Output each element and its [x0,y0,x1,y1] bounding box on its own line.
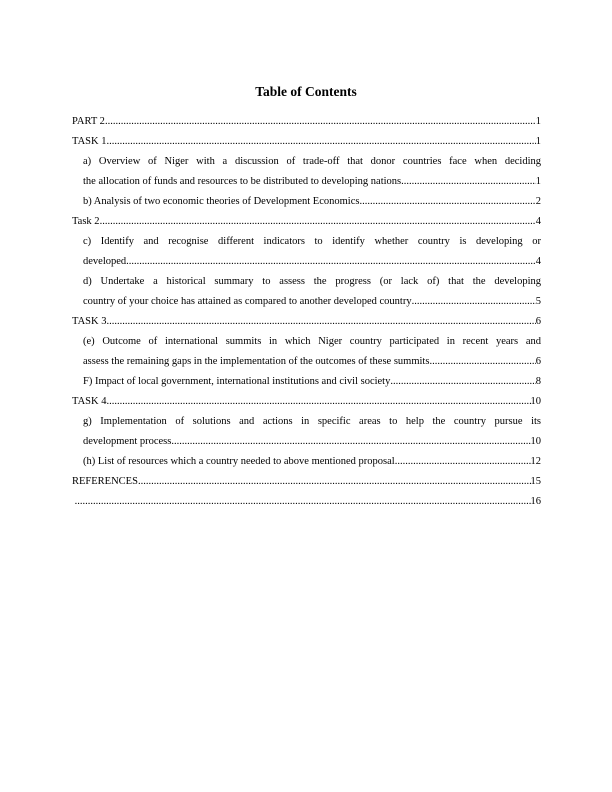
toc-page-number: 15 [530,476,541,487]
toc-dot-leader [359,192,535,212]
toc-page-number: 12 [530,456,541,467]
toc-dot-leader [390,372,535,392]
toc-page-number: 8 [535,376,541,387]
toc-entry-part-2[interactable] [72,112,541,132]
toc-dot-leader [171,432,530,452]
toc-dot-leader [106,132,535,152]
table-of-contents [72,112,541,512]
toc-entry-label-line-2: developed [83,256,127,267]
page-title: Table of Contents [255,84,357,99]
toc-dot-leader [401,172,536,192]
toc-entry-label-line-1: d) Undertake a historical summary to assess the progress (or lack of) that the developing [83,276,541,287]
toc-page-number: 1 [535,136,541,147]
toc-entry-label-line-1: (e) Outcome of international summits in which Niger country participated in recent years and [83,336,541,347]
toc-dot-leader [106,392,530,412]
toc-entry-task-1[interactable] [72,132,541,152]
toc-dot-leader [100,212,536,232]
toc-entry-blank[interactable] [72,492,541,512]
toc-entry-task-4[interactable] [72,392,541,412]
toc-entry-label: F) Impact of local government, international institutions and civil society [83,376,391,387]
toc-page-number: 2 [535,196,541,207]
toc-entry-label: TASK 4 [72,396,107,407]
toc-entry-label-line-2: development process [83,436,172,447]
toc-entry-label: b) Analysis of two economic theories of Development Economics [83,196,360,207]
toc-dot-leader [106,312,535,332]
toc-dot-leader [397,452,530,472]
toc-entry-task-2d[interactable] [72,272,541,312]
toc-page-number: 4 [535,256,541,267]
toc-entry-task-4h[interactable] [72,452,541,472]
toc-entry-label-line-2: the allocation of funds and resources to be distributed to developing nations [83,176,402,187]
toc-entry-label: REFERENCES [72,476,138,487]
toc-entry-task-2[interactable] [72,212,541,232]
toc-entry-label-line-1: a) Overview of Niger with a discussion of trade-off that donor countries face when deciding [83,156,541,167]
toc-entry-label: PART 2 [72,116,105,127]
toc-entry-label-line-1: c) Identify and recognise different indicators to identify whether country is developing or [83,236,541,247]
toc-entry-label-line-2: country of your choice has attained as compared to another developed country [83,296,412,307]
toc-entry-references[interactable] [72,472,541,492]
toc-entry-task-2c[interactable] [72,232,541,272]
toc-entry-task-1b[interactable] [72,192,541,212]
toc-page-number: 16 [530,496,541,507]
toc-dot-leader [138,472,531,492]
toc-page-number: 10 [530,436,541,447]
toc-entry-label: Task 2 [72,216,100,227]
toc-dot-leader [126,252,536,272]
toc-page-number: 1 [535,116,541,127]
toc-dot-leader [75,492,531,512]
toc-entry-label: TASK 1 [72,136,107,147]
toc-page-number: 10 [530,396,541,407]
toc-entry-task-3[interactable] [72,312,541,332]
toc-entry-task-3e[interactable] [72,332,541,372]
toc-entry-label: (h) List of resources which a country needed to above mentioned proposal. [83,456,398,467]
toc-page-number: 6 [535,356,541,367]
toc-entry-task-3f[interactable] [72,372,541,392]
toc-entry-label-line-1: g) Implementation of solutions and actions in specific areas to help the country pursue its [83,416,541,427]
toc-entry-task-4g[interactable] [72,412,541,452]
toc-page-number: 5 [535,296,541,307]
toc-dot-leader [429,352,535,372]
toc-dot-leader [105,112,536,132]
toc-page-number: 6 [535,316,541,327]
toc-entry-label-line-2: assess the remaining gaps in the implementation of the outcomes of these summits [83,356,430,367]
toc-page-number: 1 [535,176,541,187]
toc-dot-leader [412,292,536,312]
toc-entry-label: TASK 3 [72,316,107,327]
toc-page-number: 4 [535,216,541,227]
toc-entry-task-1a[interactable] [72,152,541,192]
